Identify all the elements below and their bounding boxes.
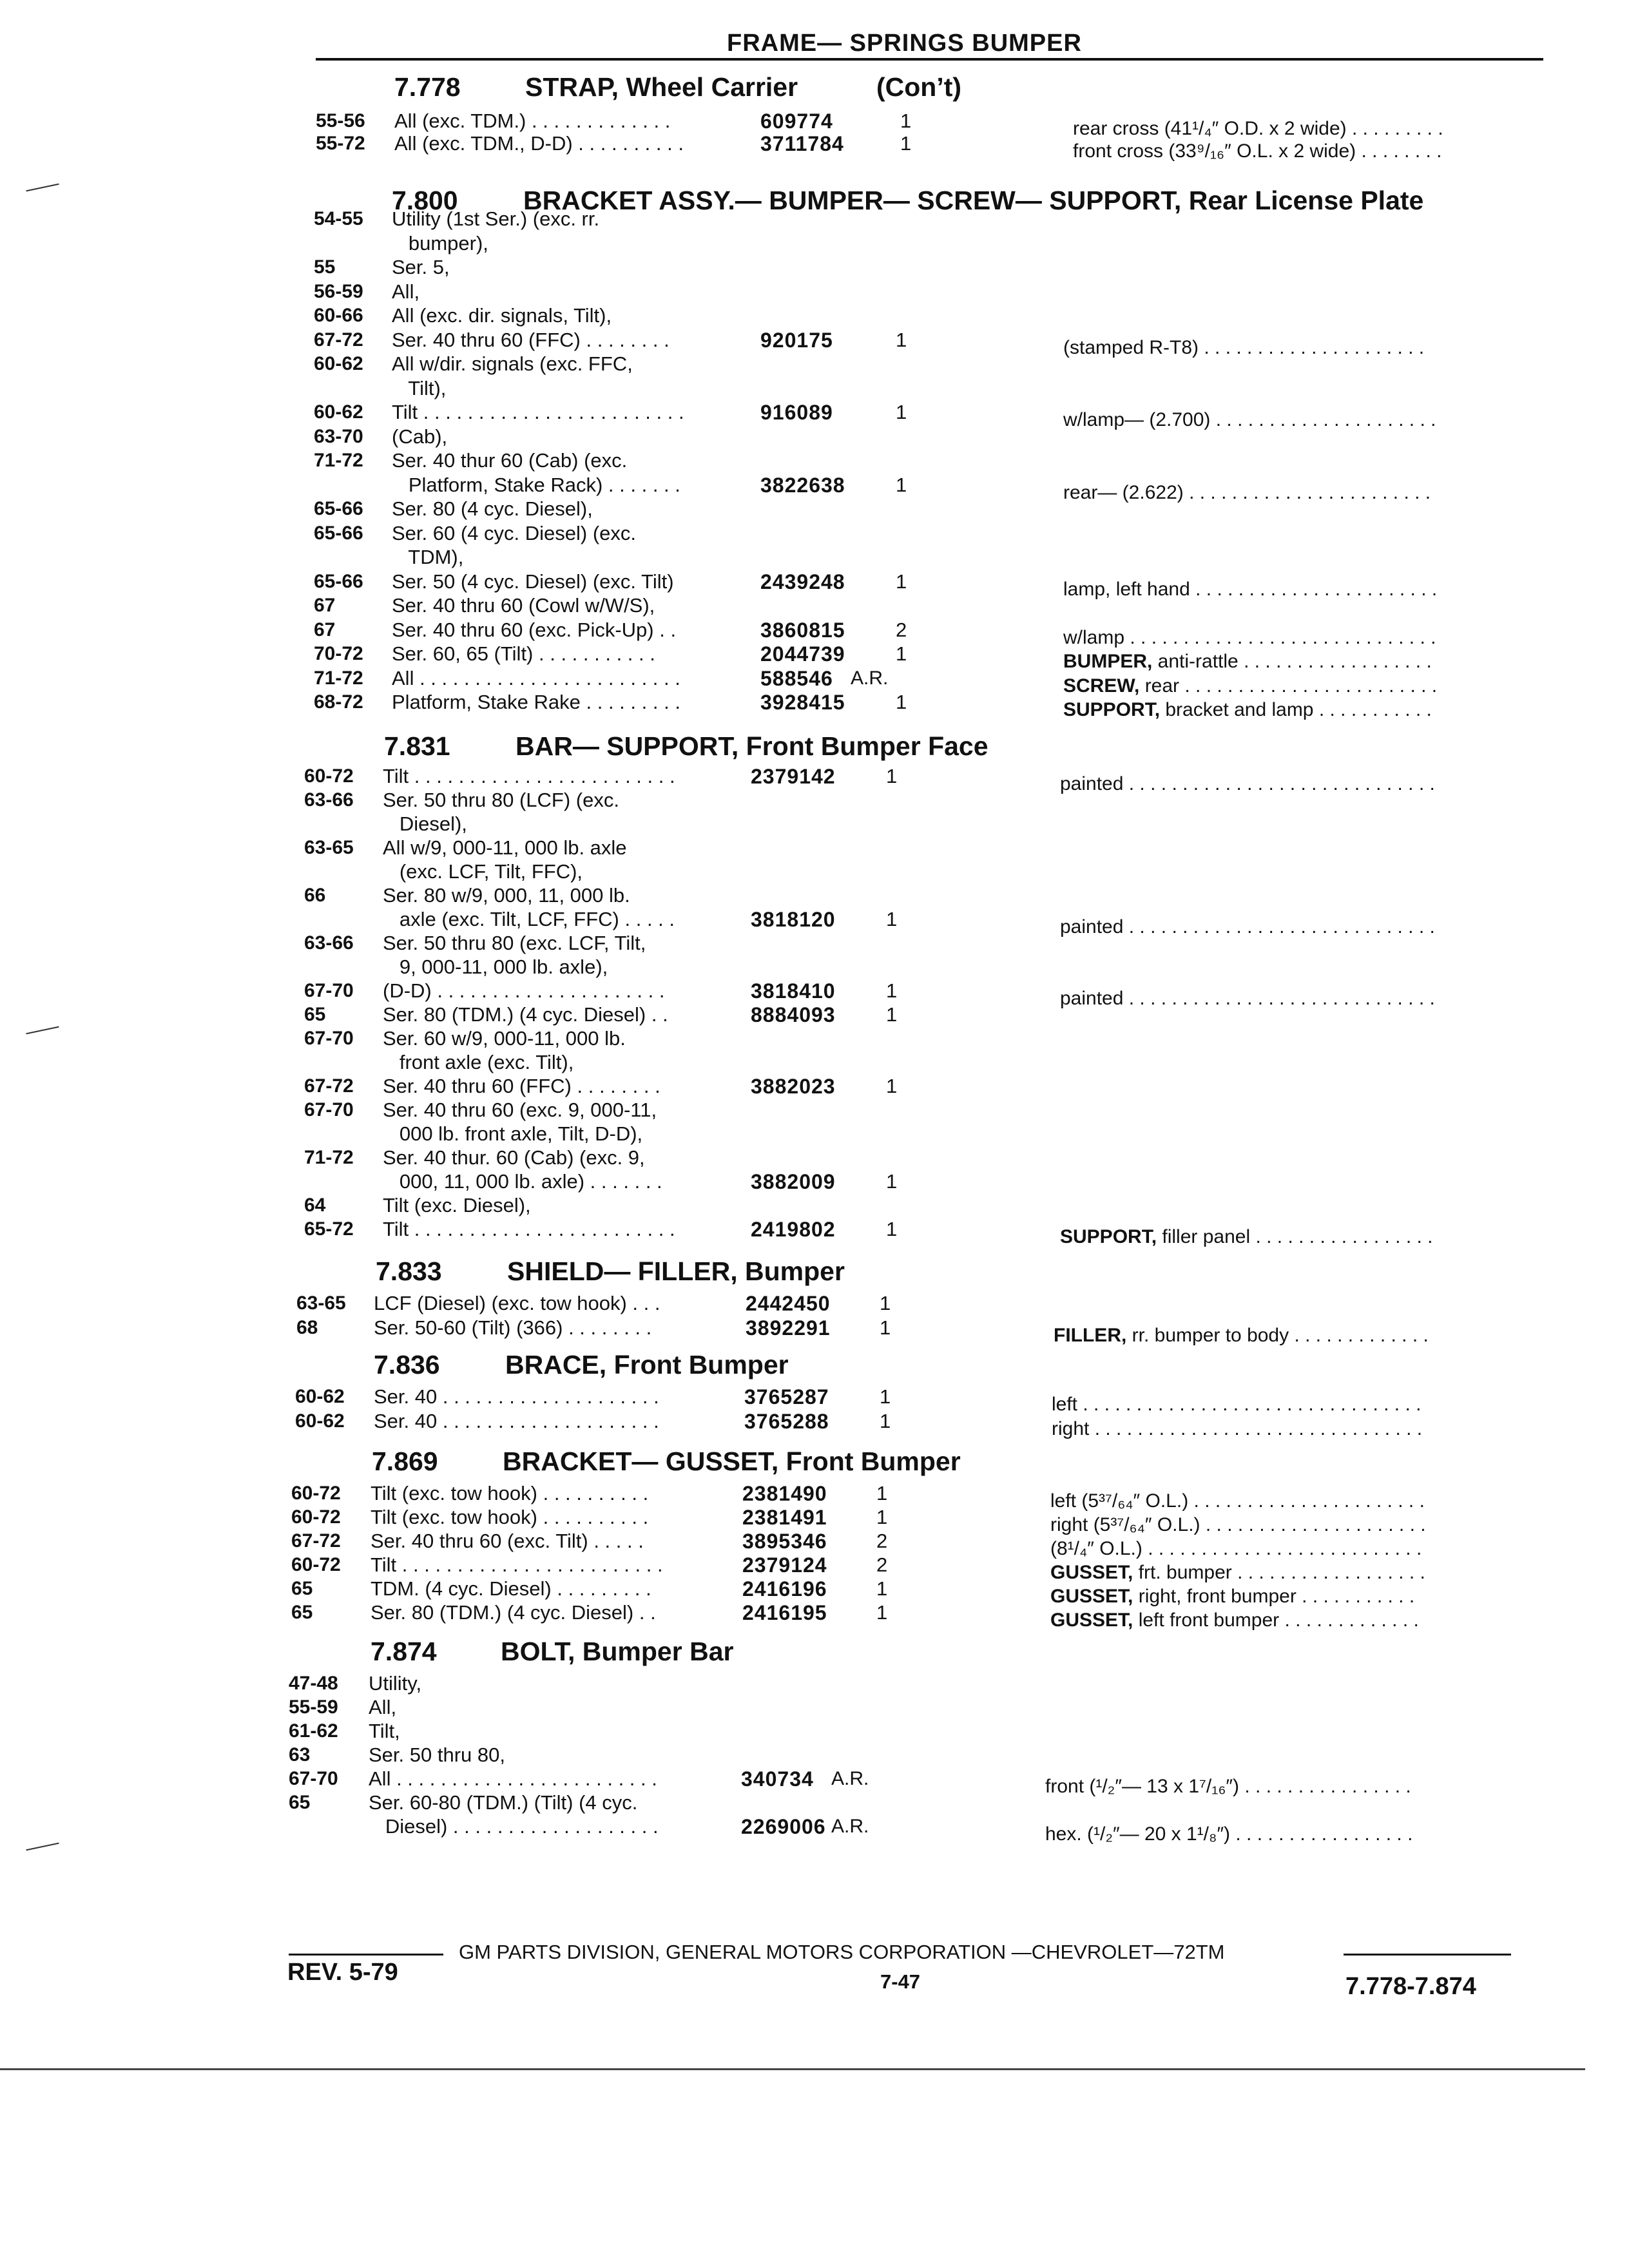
remark-detail: left . . . . . . . . . . . . . . . . . . . . . . . . . . . . . . . . <box>1052 1394 1422 1415</box>
parts-row <box>0 1815 1629 1845</box>
model-years: 55-59 <box>289 1696 338 1718</box>
application-description: Ser. 40 . . . . . . . . . . . . . . . . . . . . <box>374 1385 659 1408</box>
parts-row <box>0 1170 1629 1193</box>
part-number: 3765287 <box>744 1385 829 1408</box>
model-years: 67-70 <box>304 1099 354 1120</box>
model-years: 67 <box>314 595 336 616</box>
part-number: 3892291 <box>746 1316 831 1340</box>
model-years: 67-72 <box>304 1075 354 1097</box>
model-years: 55 <box>314 256 336 278</box>
model-years: 68 <box>296 1317 318 1338</box>
application-description: Platform, Stake Rack) . . . . . . . <box>392 474 680 496</box>
model-years: 65 <box>291 1602 313 1623</box>
application-description: 000, 11, 000 lb. axle) . . . . . . . <box>383 1170 662 1193</box>
application-description: Tilt . . . . . . . . . . . . . . . . . . . . . . . . <box>383 765 675 787</box>
application-description: TDM), <box>392 546 464 568</box>
remark-detail: right . . . . . . . . . . . . . . . . . . . . . . . . . . . . . . . <box>1052 1418 1423 1439</box>
section-title: BOLT, Bumper Bar <box>501 1637 734 1666</box>
application-description: Ser. 40 thru 60 (exc. Pick-Up) . . <box>392 619 677 641</box>
parts-row <box>0 1696 1629 1719</box>
footer-page-number: 7-47 <box>880 1970 921 1993</box>
parts-row <box>0 594 1629 617</box>
application-description: Tilt), <box>392 377 447 399</box>
parts-row <box>0 1218 1629 1247</box>
section-number: 7.869 <box>372 1446 438 1476</box>
parts-row <box>0 329 1629 358</box>
parts-row <box>0 110 1629 139</box>
parts-row <box>0 1482 1629 1512</box>
quantity: 1 <box>876 1601 888 1624</box>
model-years: 63-66 <box>304 932 354 954</box>
application-description: Diesel) . . . . . . . . . . . . . . . . . . . <box>369 1815 659 1838</box>
parts-row <box>0 1744 1629 1767</box>
parts-row <box>0 546 1629 569</box>
remark-detail: left front bumper . . . . . . . . . . . . . <box>1133 1610 1419 1631</box>
part-number: 2419802 <box>751 1218 836 1241</box>
application-description: Utility (1st Ser.) (exc. rr. <box>392 207 600 230</box>
application-description: Diesel), <box>383 812 467 835</box>
application-description: Ser. 40 thru 60 (exc. 9, 000-11, <box>383 1099 657 1121</box>
remark-part-name: SUPPORT, <box>1063 699 1161 720</box>
section-7-874 <box>0 1637 1629 1666</box>
parts-row <box>0 425 1629 448</box>
remark-detail: rr. bumper to body . . . . . . . . . . . . . <box>1126 1325 1429 1346</box>
parts-row <box>0 642 1629 672</box>
application-description: Ser. 40 thur. 60 (Cab) (exc. 9, <box>383 1146 645 1169</box>
part-number: 2269006 <box>741 1815 826 1838</box>
application-description: Utility, <box>369 1672 422 1695</box>
parts-row <box>0 1530 1629 1559</box>
quantity: A.R. <box>831 1816 869 1837</box>
remark-detail: left (5³⁷/₆₄″ O.L.) . . . . . . . . . . . . . . . . . . . . . . <box>1050 1490 1425 1512</box>
section-number: 7.874 <box>371 1637 437 1666</box>
remark-detail: front cross (33⁹/₁₆″ O.L. x 2 wide) . . . . . . . . <box>1073 140 1442 162</box>
remark-detail: right, front bumper . . . . . . . . . . . <box>1133 1586 1415 1607</box>
model-years: 60-62 <box>314 353 363 374</box>
model-years: 67-70 <box>304 1028 354 1049</box>
model-years: 71-72 <box>304 1147 354 1168</box>
section-number: 7.800 <box>392 186 458 215</box>
remark-detail: hex. (¹/₂″— 20 x 1¹/₈″) . . . . . . . . . . . . . . . . . <box>1045 1823 1413 1845</box>
parts-row <box>0 765 1629 794</box>
part-number: 3711784 <box>760 132 844 155</box>
application-description: All (exc. dir. signals, Tilt), <box>392 304 612 327</box>
application-description: (Cab), <box>392 425 448 448</box>
parts-row <box>0 1316 1629 1346</box>
section-title: SHIELD— FILLER, Bumper <box>507 1256 845 1286</box>
part-remark <box>1050 1609 1419 1632</box>
model-years: 54-55 <box>314 208 363 229</box>
application-description: Tilt (exc. tow hook) . . . . . . . . . . <box>371 1482 649 1504</box>
parts-row <box>0 1027 1629 1050</box>
application-description: Ser. 40 . . . . . . . . . . . . . . . . . . . . <box>374 1410 659 1432</box>
parts-row <box>0 570 1629 600</box>
application-description: Ser. 80 (TDM.) (4 cyc. Diesel) . . <box>383 1003 668 1026</box>
part-number: 609774 <box>760 110 833 133</box>
quantity: 1 <box>876 1577 888 1600</box>
application-description: Tilt . . . . . . . . . . . . . . . . . . . . . . . . <box>371 1553 663 1576</box>
model-years: 67-72 <box>291 1530 341 1552</box>
application-description: All w/dir. signals (exc. FFC, <box>392 352 633 375</box>
section-number: 7.836 <box>374 1350 440 1379</box>
quantity: 1 <box>886 1003 898 1026</box>
part-number: 916089 <box>760 401 833 424</box>
parts-row <box>0 1146 1629 1169</box>
quantity: 1 <box>886 1218 898 1240</box>
remark-part-name: SCREW, <box>1063 675 1140 697</box>
model-years: 67-70 <box>289 1768 338 1789</box>
application-description: Ser. 40 thru 60 (exc. Tilt) . . . . . <box>371 1530 644 1552</box>
part-number: 3822638 <box>760 474 845 497</box>
application-description: axle (exc. Tilt, LCF, FFC) . . . . . <box>383 908 675 930</box>
quantity: 1 <box>896 570 907 593</box>
application-description: Tilt (exc. Diesel), <box>383 1194 531 1216</box>
model-years: 65 <box>304 1004 326 1025</box>
part-remark <box>1052 1418 1422 1441</box>
section-number: 7.831 <box>384 731 450 761</box>
remark-detail: lamp, left hand . . . . . . . . . . . . . . . . . . . . . . . <box>1063 579 1438 600</box>
application-description: Ser. 80 (4 cyc. Diesel), <box>392 497 593 520</box>
part-number: 3928415 <box>760 691 845 714</box>
application-description: Ser. 50 (4 cyc. Diesel) (exc. Tilt) <box>392 570 674 593</box>
section-number: 7.778 <box>394 72 461 102</box>
part-number: 2442450 <box>746 1292 831 1315</box>
quantity: 1 <box>886 979 898 1002</box>
footer-revision: REV. 5-79 <box>287 1959 398 1986</box>
parts-row <box>0 1122 1629 1146</box>
part-number: 2416196 <box>742 1577 827 1600</box>
part-number: 3895346 <box>742 1530 827 1553</box>
model-years: 70-72 <box>314 643 363 664</box>
model-years: 60-72 <box>291 1554 341 1575</box>
application-description: Tilt (exc. tow hook) . . . . . . . . . . <box>371 1506 649 1528</box>
model-years: 65-66 <box>314 523 363 544</box>
part-number: 920175 <box>760 329 833 352</box>
application-description: All (exc. TDM., D-D) . . . . . . . . . . <box>394 132 684 155</box>
remark-part-name: GUSSET, <box>1050 1586 1133 1607</box>
application-description: Tilt . . . . . . . . . . . . . . . . . . . . . . . . <box>392 401 684 423</box>
parts-row <box>0 908 1629 937</box>
quantity: 1 <box>880 1410 891 1432</box>
section-title: BRACE, Front Bumper <box>505 1350 789 1379</box>
application-description: Ser. 80 (TDM.) (4 cyc. Diesel) . . <box>371 1601 656 1624</box>
application-description: Ser. 60 (4 cyc. Diesel) (exc. <box>392 522 637 544</box>
part-number: 3818120 <box>751 908 836 931</box>
quantity: 2 <box>876 1530 888 1552</box>
parts-row <box>0 449 1629 472</box>
application-description: 000 lb. front axle, Tilt, D-D), <box>383 1122 643 1145</box>
model-years: 60-62 <box>295 1386 345 1407</box>
quantity: 1 <box>900 110 912 132</box>
parts-row <box>0 1194 1629 1217</box>
footer-publisher: GM PARTS DIVISION, GENERAL MOTORS CORPORATION —CHEVROLET—72TM <box>459 1941 1225 1963</box>
quantity: 1 <box>896 642 907 665</box>
model-years: 67-70 <box>304 980 354 1001</box>
remark-detail: bracket and lamp . . . . . . . . . . . <box>1160 699 1432 720</box>
section-7-869 <box>0 1446 1629 1476</box>
part-number: 2379142 <box>751 765 836 788</box>
parts-row <box>0 304 1629 327</box>
remark-detail: rear . . . . . . . . . . . . . . . . . . . . . . . . <box>1139 675 1438 697</box>
application-description: All, <box>392 280 420 303</box>
margin-mark-3 <box>26 1843 59 1851</box>
application-description: All w/9, 000-11, 000 lb. axle <box>383 836 627 859</box>
model-years: 63-66 <box>304 789 354 811</box>
application-description: Tilt . . . . . . . . . . . . . . . . . . . . . . . . <box>383 1218 675 1240</box>
parts-row <box>0 789 1629 812</box>
part-remark <box>1063 698 1432 722</box>
parts-row <box>0 691 1629 720</box>
parts-row <box>0 1051 1629 1074</box>
application-description: Ser. 40 thru 60 (FFC) . . . . . . . . <box>392 329 670 351</box>
remark-detail: rear— (2.622) . . . . . . . . . . . . . . . . . . . . . . . <box>1063 482 1431 503</box>
model-years: 55-72 <box>316 133 365 154</box>
parts-row <box>0 1767 1629 1797</box>
part-number: 3882009 <box>751 1170 836 1193</box>
section-7-831 <box>0 731 1629 761</box>
application-description: All (exc. TDM.) . . . . . . . . . . . . . <box>394 110 671 132</box>
application-description: Ser. 40 thru 60 (FFC) . . . . . . . . <box>383 1075 660 1097</box>
quantity: 1 <box>886 1075 898 1097</box>
quantity: 1 <box>896 691 907 713</box>
parts-row <box>0 256 1629 279</box>
section-title: BRACKET— GUSSET, Front Bumper <box>503 1446 961 1476</box>
model-years: 56-59 <box>314 281 363 302</box>
parts-row <box>0 979 1629 1009</box>
application-description: LCF (Diesel) (exc. tow hook) . . . <box>374 1292 660 1314</box>
application-description: Ser. 50 thru 80, <box>369 1744 505 1766</box>
model-years: 60-72 <box>291 1483 341 1504</box>
parts-row <box>0 280 1629 303</box>
remark-detail: w/lamp— (2.700) . . . . . . . . . . . . . . . . . . . . . <box>1063 409 1436 430</box>
parts-row <box>0 812 1629 836</box>
application-description: TDM. (4 cyc. Diesel) . . . . . . . . . <box>371 1577 651 1600</box>
parts-row <box>0 352 1629 376</box>
section-7-800 <box>0 186 1629 215</box>
quantity: 1 <box>896 329 907 351</box>
part-number: 2044739 <box>760 642 845 666</box>
footer-rule-left <box>289 1954 443 1956</box>
application-description: Ser. 80 w/9, 000, 11, 000 lb. <box>383 884 630 907</box>
remark-detail: frt. bumper . . . . . . . . . . . . . . . . . . <box>1133 1562 1425 1583</box>
remark-part-name: BUMPER, <box>1063 651 1153 672</box>
part-number: 3818410 <box>751 979 836 1003</box>
application-description: All . . . . . . . . . . . . . . . . . . . . . . . . <box>369 1767 657 1790</box>
remark-part-name: GUSSET, <box>1050 1562 1133 1583</box>
parts-row <box>0 1075 1629 1098</box>
part-number: 588546 <box>760 667 833 690</box>
application-description: (exc. LCF, Tilt, FFC), <box>383 860 583 883</box>
footer-section-range: 7.778-7.874 <box>1345 1973 1476 2000</box>
parts-row <box>0 207 1629 231</box>
page-title: FRAME— SPRINGS BUMPER <box>727 30 1082 57</box>
remark-part-name: SUPPORT, <box>1060 1226 1157 1247</box>
application-description: All, <box>369 1696 397 1718</box>
application-description: Ser. 50 thru 80 (LCF) (exc. <box>383 789 619 811</box>
model-years: 60-72 <box>291 1506 341 1528</box>
header-rule <box>316 58 1543 61</box>
quantity: 1 <box>896 474 907 496</box>
parts-row <box>0 497 1629 521</box>
application-description: bumper), <box>392 232 488 255</box>
quantity: 1 <box>880 1316 891 1339</box>
section-7-836 <box>0 1350 1629 1379</box>
remark-detail: w/lamp . . . . . . . . . . . . . . . . . . . . . . . . . . . . . <box>1063 627 1436 648</box>
model-years: 63-65 <box>304 837 354 858</box>
parts-row <box>0 1553 1629 1583</box>
model-years: 67 <box>314 619 336 640</box>
part-number: 2381491 <box>742 1506 827 1529</box>
part-remark <box>1060 1225 1433 1249</box>
parts-row <box>0 1720 1629 1743</box>
model-years: 71-72 <box>314 668 363 689</box>
model-years: 65 <box>289 1792 311 1813</box>
remark-detail: painted . . . . . . . . . . . . . . . . . . . . . . . . . . . . . <box>1060 773 1435 794</box>
application-description: Ser. 40 thur 60 (Cab) (exc. <box>392 449 628 472</box>
part-number: 2379124 <box>742 1553 827 1577</box>
model-years: 65-72 <box>304 1218 354 1240</box>
part-remark <box>1073 140 1442 163</box>
parts-row <box>0 932 1629 955</box>
parts-row <box>0 860 1629 883</box>
quantity: A.R. <box>851 668 889 689</box>
part-remark <box>1054 1324 1429 1347</box>
parts-row <box>0 1099 1629 1122</box>
application-description: (D-D) . . . . . . . . . . . . . . . . . . . . . <box>383 979 665 1002</box>
parts-row <box>0 474 1629 503</box>
footer-rule-right <box>1344 1954 1511 1956</box>
model-years: 61-62 <box>289 1720 338 1742</box>
quantity: 2 <box>896 619 907 641</box>
part-number: 2439248 <box>760 570 845 593</box>
parts-row <box>0 1003 1629 1026</box>
model-years: 65 <box>291 1578 313 1599</box>
application-description: Ser. 60 w/9, 000-11, 000 lb. <box>383 1027 626 1050</box>
parts-row <box>0 377 1629 400</box>
quantity: 1 <box>876 1506 888 1528</box>
parts-row <box>0 836 1629 860</box>
quantity: 1 <box>880 1292 891 1314</box>
page-bottom-rule <box>0 2068 1585 2070</box>
model-years: 68-72 <box>314 691 363 713</box>
part-number: 8884093 <box>751 1003 836 1026</box>
parts-row <box>0 1577 1629 1607</box>
parts-row <box>0 1506 1629 1535</box>
remark-detail: rear cross (41¹/₄″ O.D. x 2 wide) . . . . . . . . . <box>1073 118 1443 139</box>
part-number: 3860815 <box>760 619 845 642</box>
part-number: 2381490 <box>742 1482 827 1505</box>
application-description: All . . . . . . . . . . . . . . . . . . . . . . . . <box>392 667 680 689</box>
remark-detail: painted . . . . . . . . . . . . . . . . . . . . . . . . . . . . . <box>1060 988 1435 1009</box>
model-years: 65-66 <box>314 571 363 592</box>
part-number: 3765288 <box>744 1410 829 1433</box>
model-years: 63-70 <box>314 426 363 447</box>
parts-row <box>0 1292 1629 1315</box>
section-continued-label: (Con’t) <box>876 72 962 102</box>
model-years: 55-56 <box>316 110 365 131</box>
quantity: 1 <box>880 1385 891 1408</box>
parts-row <box>0 1385 1629 1415</box>
quantity: 1 <box>886 908 898 930</box>
parts-row <box>0 956 1629 979</box>
remark-detail: front (¹/₂″— 13 x 1⁷/₁₆″) . . . . . . . . . . . . . . . . <box>1045 1776 1411 1797</box>
remark-detail: (stamped R-T8) . . . . . . . . . . . . . . . . . . . . . <box>1063 337 1425 358</box>
parts-row <box>0 401 1629 430</box>
remark-part-name: GUSSET, <box>1050 1610 1133 1631</box>
model-years: 60-62 <box>295 1410 345 1432</box>
model-years: 63 <box>289 1744 311 1765</box>
quantity: 1 <box>886 1170 898 1193</box>
quantity: 1 <box>876 1482 888 1504</box>
model-years: 60-66 <box>314 305 363 326</box>
parts-row <box>0 667 1629 697</box>
remark-detail: painted . . . . . . . . . . . . . . . . . . . . . . . . . . . . . <box>1060 916 1435 937</box>
application-description: Ser. 50-60 (Tilt) (366) . . . . . . . . <box>374 1316 652 1339</box>
application-description: Platform, Stake Rake . . . . . . . . . <box>392 691 680 713</box>
parts-row <box>0 1601 1629 1631</box>
remark-detail: anti-rattle . . . . . . . . . . . . . . . . . . <box>1152 651 1432 672</box>
parts-row <box>0 1672 1629 1695</box>
quantity: 2 <box>876 1553 888 1576</box>
quantity: A.R. <box>831 1768 869 1789</box>
quantity: 1 <box>896 401 907 423</box>
parts-row <box>0 884 1629 907</box>
application-description: Ser. 60, 65 (Tilt) . . . . . . . . . . . <box>392 642 655 665</box>
application-description: Ser. 5, <box>392 256 450 278</box>
remark-part-name: FILLER, <box>1054 1325 1127 1346</box>
application-description: Ser. 50 thru 80 (exc. LCF, Tilt, <box>383 932 646 954</box>
model-years: 64 <box>304 1195 326 1216</box>
application-description: Ser. 40 thru 60 (Cowl w/W/S), <box>392 594 655 617</box>
application-description: Ser. 60-80 (TDM.) (Tilt) (4 cyc. <box>369 1791 638 1814</box>
part-number: 3882023 <box>751 1075 836 1098</box>
parts-row <box>0 619 1629 648</box>
remark-detail: (8¹/₄″ O.L.) . . . . . . . . . . . . . . . . . . . . . . . . . . <box>1050 1538 1422 1559</box>
application-description: 9, 000-11, 000 lb. axle), <box>383 956 608 978</box>
parts-row <box>0 132 1629 162</box>
model-years: 60-72 <box>304 765 354 787</box>
model-years: 66 <box>304 885 326 906</box>
remark-detail: filler panel . . . . . . . . . . . . . . . . . <box>1157 1226 1433 1247</box>
quantity: 1 <box>900 132 912 155</box>
part-remark <box>1045 1823 1412 1846</box>
quantity: 1 <box>886 765 898 787</box>
application-description: Tilt, <box>369 1720 400 1742</box>
section-number: 7.833 <box>376 1256 442 1286</box>
remark-detail: right (5³⁷/₆₄″ O.L.) . . . . . . . . . . . . . . . . . . . . . <box>1050 1514 1426 1535</box>
section-7-833 <box>0 1256 1629 1286</box>
parts-row <box>0 232 1629 255</box>
model-years: 47-48 <box>289 1673 338 1694</box>
section-title: BAR— SUPPORT, Front Bumper Face <box>516 731 988 761</box>
parts-row <box>0 1410 1629 1439</box>
model-years: 65-66 <box>314 498 363 519</box>
part-number: 340734 <box>741 1767 814 1791</box>
section-7-778 <box>0 72 1629 102</box>
parts-row <box>0 1791 1629 1814</box>
model-years: 71-72 <box>314 450 363 471</box>
section-title: STRAP, Wheel Carrier <box>525 72 798 102</box>
parts-row <box>0 522 1629 545</box>
part-number: 2416195 <box>742 1601 827 1624</box>
application-description: front axle (exc. Tilt), <box>383 1051 574 1073</box>
model-years: 63-65 <box>296 1293 346 1314</box>
model-years: 67-72 <box>314 329 363 351</box>
section-title: BRACKET ASSY.— BUMPER— SCREW— SUPPORT, Rear License Plate <box>523 186 1424 215</box>
model-years: 60-62 <box>314 401 363 423</box>
